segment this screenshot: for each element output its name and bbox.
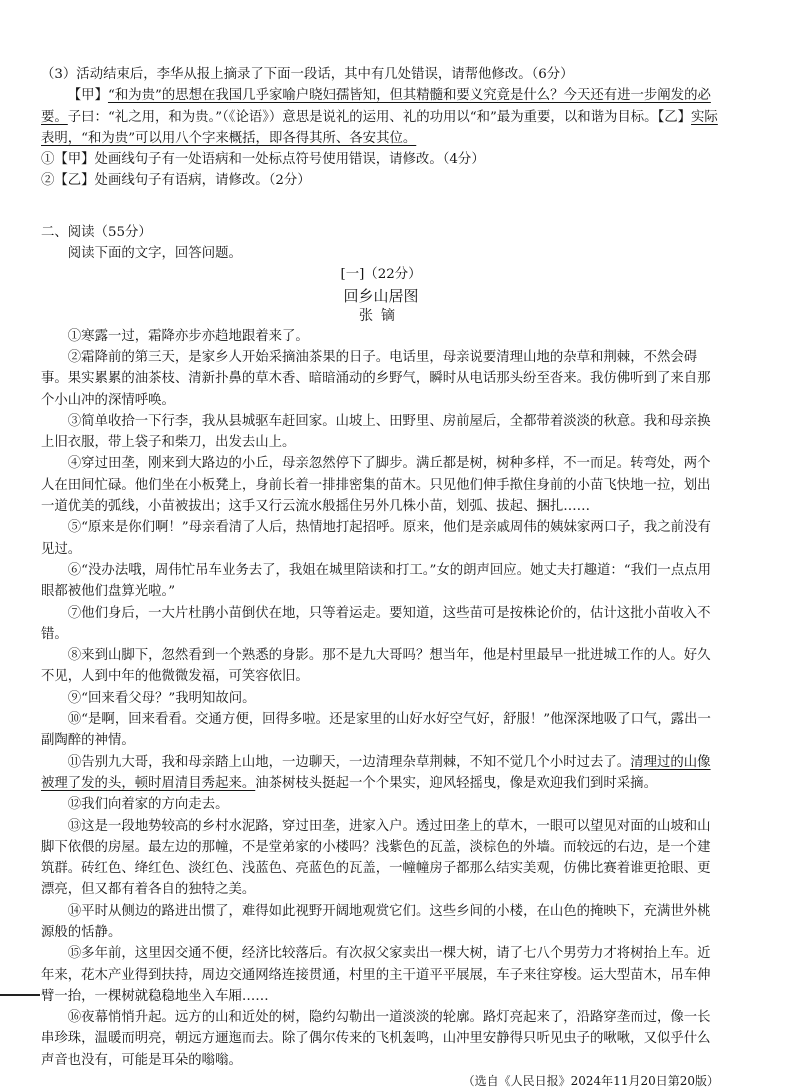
sub-question-1: ①【甲】处画线句子有一处语病和一处标点符号使用错误，请修改。（4分） <box>41 152 485 168</box>
section-instruction: 阅读下面的文字，回答问题。 <box>67 246 242 262</box>
exam-page <box>41 64 721 1092</box>
paragraph-9: ⑨“回来看父母？”我明知故问。 <box>67 690 256 706</box>
reading-section <box>41 222 721 1092</box>
question-3-intro: （3）活动结束后，李华从报上摘录了下面一段话，其中有几处错误，请帮他修改。（6分） <box>41 67 574 82</box>
article-author: 张镝 <box>359 307 403 324</box>
article-title: 回乡山居图 <box>343 286 419 305</box>
underlined-sentence-yi: 实际表明，“和为贵”可以用八个字来概括，即各得其所、各安其位。 <box>41 109 718 146</box>
underlined-sentence-11: 清理过的山像被理了发的头，顿时眉清目秀起来。 <box>41 754 711 791</box>
paragraph-2: ②霜降前的第三天，是家乡人开始采摘油茶果的日子。电话里，母亲说要清理山地的杂草和荆棘，不然会碍事。果实累累的油茶枝、清新扑鼻的草木香、暗暗涌动的乡野气，瞬时从电话那头纷至沓来。我仿佛听到了来自那个小山冲的深情呼唤。 <box>41 349 711 408</box>
underlined-sentence-jia: “和为贵”的思想在我国几乎家喻户晓妇孺皆知，但其精髓和要义究竟是什么？今天还有进一步阐发的必要。 <box>41 88 711 125</box>
paragraph-8: ⑧来到山脚下，忽然看到一个熟悉的身影。那不是九大哥吗？想当年，他是村里最早一批进城工作的人。好久不见，人到中年的他微微发福，可笑容依旧。 <box>41 648 711 685</box>
paragraph-7: ⑦他们身后，一大片杜鹃小苗倒伏在地，只等着运走。要知道，这些苗可是按株论价的，估计这批小苗收入不错。 <box>41 605 711 642</box>
bottom-rule <box>0 994 40 996</box>
paragraph-11 <box>41 752 721 795</box>
section-heading: 二、阅读（55分） <box>41 224 152 240</box>
paragraph-3: ③简单收拾一下行李，我从县城驱车赶回家。山坡上、田野里、房前屋后，全都带着淡淡的秋意。我和母亲换上旧衣服，带上袋子和柴刀，出发去山上。 <box>41 413 711 451</box>
paragraph-6: ⑥“没办法哦，周伟忙吊车业务去了，我姐在城里陪读和打工。”女的朗声回应。她丈夫打趣道：“我们一点点用眼都被他们盘算光啦。” <box>41 562 711 600</box>
paragraph-11-head: ⑪告别九大哥，我和母亲踏上山地，一边聊天，一边清理杂草荆棘，不知不觉几个小时过去了。 <box>67 754 631 770</box>
part-label: [一]（22分） <box>340 267 422 283</box>
paragraph-10: ⑩“是啊，回来看看。交通方便，回得多啦。还是家里的山好水好空气好，舒服！”他深深地吸了口气，露出一副陶醉的神情。 <box>41 712 711 749</box>
paragraph-13: ⑬这是一段地势较高的乡村水泥路，穿过田垄，进家入户。透过田垄上的草木，一眼可以望见对面的山坡和山脚下依偎的房屋。最左边的那幢，不是堂弟家的小楼吗？浅紫色的瓦盖，淡棕色的外墙。而较远的右边，是一个建筑群。砖红色、绛红色、淡红色、浅蓝色、亮蓝色的瓦盖，一幢幢房子都那么结实美观，仿佛比赛着谁更抢眼、更漂亮，但又都有着各自的独特之美。 <box>41 818 711 898</box>
passage-middle: 子曰：“礼之用，和为贵。”（《论语》）意思是说礼的运用、礼的功用以“和”最为重要，以和谐为目标。 <box>67 109 658 125</box>
paragraph-11-tail: 油茶树枝头挺起一个个果实，迎风轻摇曳，像是欢迎我们到时采摘。 <box>255 775 657 791</box>
label-yi: 【乙】 <box>657 109 692 125</box>
question-3 <box>41 64 721 192</box>
paragraph-4: ④穿过田垄，刚来到大路边的小丘，母亲忽然停下了脚步。满丘都是树，树种多样，不一而足。转弯处，两个人在田间忙碌。他们坐在小板凳上，身前长着一排排密集的苗木。只见他们伸手揿住身前的小苗飞快地一拉，划出一道优美的弧线，小苗被拔出；这手又行云流水般摇住另外几株小苗，划弧、拔起、捆扎…… <box>41 456 711 515</box>
sub-question-2: ②【乙】处画线句子有语病，请修改。（2分） <box>41 173 311 189</box>
label-jia: 【甲】 <box>67 88 108 104</box>
source-citation: （选自《人民日报》2024年11月20日第20版） <box>462 1074 719 1089</box>
paragraph-5: ⑤“原来是你们啊！”母亲看清了人后，热情地打起招呼。原来，他们是亲戚周伟的姨妹家两口子，我之前没有见过。 <box>41 520 711 557</box>
paragraph-1: ①寒露一过，霜降亦步亦趋地跟着来了。 <box>67 328 309 344</box>
paragraph-12: ⑫我们向着家的方向走去。 <box>67 797 229 813</box>
paragraph-15: ⑮多年前，这里因交通不便，经济比较落后。有次叔父家卖出一棵大树，请了七八个男劳力才将树抬上车。近年来，花木产业得到扶持，周边交通网络连接贯通，村里的主干道平平展展，车子来往穿梭。运大型苗木，吊车伸臂一抬，一棵树就稳稳地坐入车厢…… <box>41 946 711 1004</box>
paragraph-14: ⑭平时从侧边的路进出惯了，难得如此视野开阔地观赏它们。这些乡间的小楼，在山色的掩映下，充满世外桃源般的恬静。 <box>41 903 711 940</box>
question-3-passage <box>41 85 721 149</box>
article-body <box>41 326 721 1071</box>
paragraph-16: ⑯夜幕悄悄升起。远方的山和近处的树，隐约勾勒出一道淡淡的轮廓。路灯亮起来了，沿路穿垄而过，像一长串珍珠，温暖而明亮，朝远方逦迤而去。除了偶尔传来的飞机轰鸣，山冲里安静得只听见虫子的啾啾，又似乎什么声音也没有，可能是耳朵的嗡嗡。 <box>41 1010 711 1068</box>
